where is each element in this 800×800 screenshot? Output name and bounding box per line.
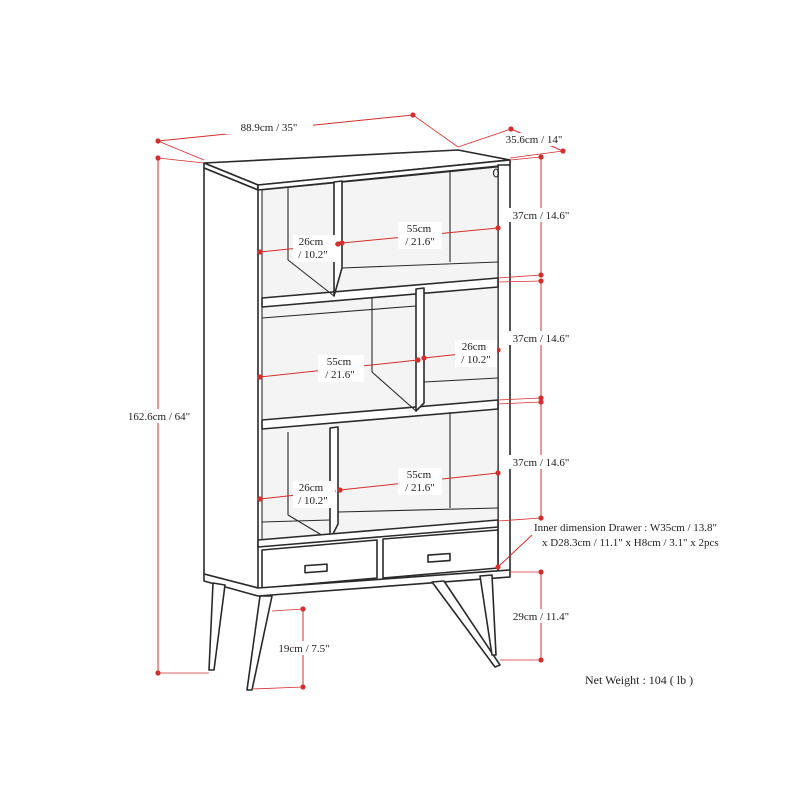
cubby-top-right-label-1: 55cm bbox=[406, 223, 432, 235]
drawer-note-line-2: x D28.3cm / 11.1" x H8cm / 3.1" x 2pcs bbox=[542, 537, 719, 549]
height-label: 162.6cm / 64" bbox=[127, 411, 191, 423]
drawer-note-line-1: Inner dimension Drawer : W35cm / 13.8" bbox=[534, 522, 717, 534]
cubby-top-left-label-1: 26cm bbox=[298, 236, 324, 248]
leg-back-left bbox=[209, 583, 225, 670]
leg-height-label: 29cm / 11.4" bbox=[512, 611, 570, 623]
cubby-top-left-label-2: / 10.2" bbox=[298, 249, 328, 261]
cubby-bottom-right-label-2: / 21.6" bbox=[405, 482, 435, 494]
cubby-top-right-label-2: / 21.6" bbox=[405, 236, 435, 248]
shelf-bottom-label: 37cm / 14.6" bbox=[512, 457, 570, 469]
floor-clearance-label: 19cm / 7.5" bbox=[278, 643, 330, 655]
shelf-top-label: 37cm / 14.6" bbox=[512, 210, 570, 222]
cubby-bottom-left-label-1: 26cm bbox=[298, 482, 324, 494]
leg-front-left bbox=[247, 596, 272, 690]
net-weight-label: Net Weight : 104 ( lb ) bbox=[585, 673, 694, 687]
drawer-left-handle bbox=[305, 564, 327, 573]
width-label: 88.9cm / 35" bbox=[240, 122, 298, 134]
cubby-mid-right-label-2: / 10.2" bbox=[461, 354, 491, 366]
left-side-panel bbox=[204, 168, 258, 588]
cubby-bottom-left-label-2: / 10.2" bbox=[298, 495, 328, 507]
divider-middle bbox=[416, 288, 424, 411]
depth-label: 35.6cm / 14" bbox=[505, 134, 563, 146]
cubby-mid-left-label-2: / 21.6" bbox=[325, 369, 355, 381]
cubby-mid-right-label-1: 26cm bbox=[461, 341, 487, 353]
drawer-right-handle bbox=[428, 554, 450, 563]
cubby-mid-left-label-1: 55cm bbox=[326, 356, 352, 368]
cubby-bottom-right-label-1: 55cm bbox=[406, 469, 432, 481]
shelf-middle-label: 37cm / 14.6" bbox=[512, 333, 570, 345]
